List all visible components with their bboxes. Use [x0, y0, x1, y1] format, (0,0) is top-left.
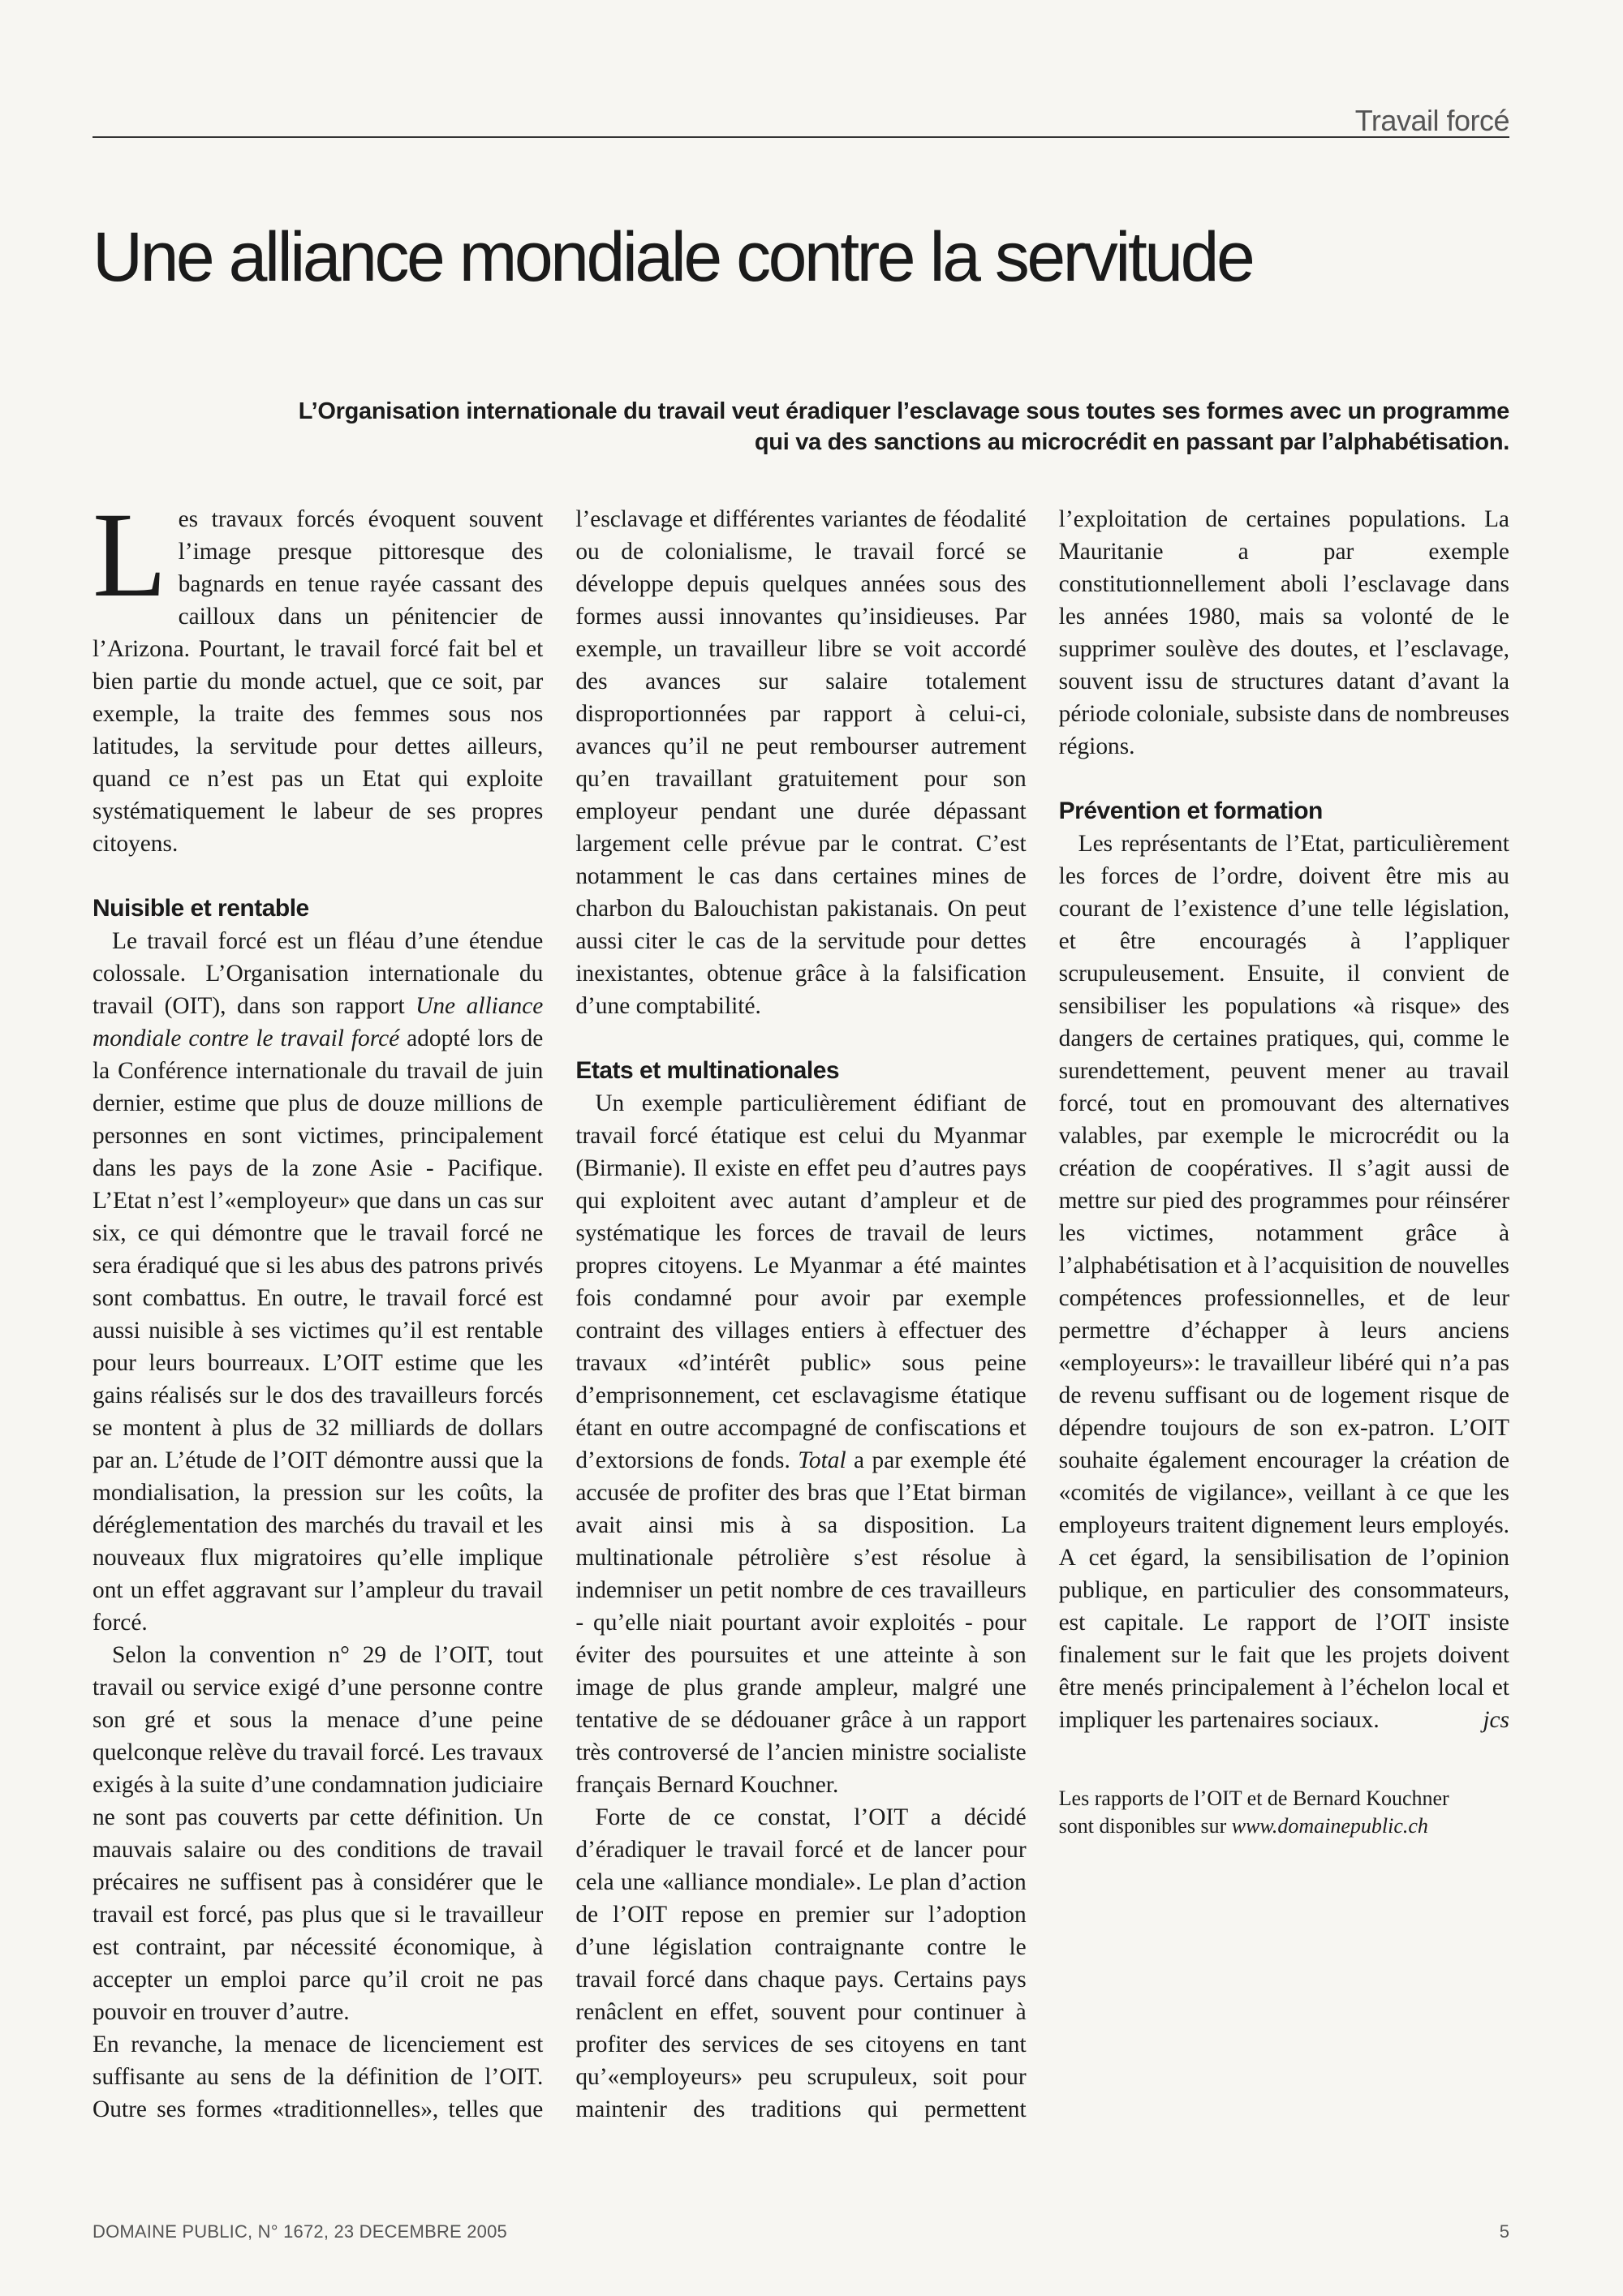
paragraph: Selon la convention n° 29 de l’OIT, tout travail ou service exigé d’une personne contre son gré et sous la menace d’une peine quelconque relève du travail forcé. Les travaux exigés à la suite d’une condamnation judiciaire ne sont pas couverts par cette définition. Un mauvais salaire ou des conditions de travail précaires ne suffisent pas à considérer que le travail est forcé, pas plus que si le travailleur est contraint, par nécessité économique, à accepter un emploi parce qu’il croit ne pas pouvoir en trouver d’autre.	[93, 1642, 544, 2025]
article-body	[93, 488, 1509, 2142]
page-number: 5	[1499, 2221, 1509, 2242]
article-lede: L’Organisation internationale du travail veut éradiquer l’esclavage sous toutes ses formes avec un programme qui va des sanctions au microcrédit en passant par l’alphabétisation.	[298, 398, 1509, 455]
intro-paragraph	[93, 488, 544, 860]
note-text	[1059, 1785, 1509, 1840]
paragraph-text: Un exemple particulièrement édifiant de travail forcé étatique est celui du Myanmar (Birmanie). Il existe en effet peu d’autres pays qui exploitent avec autant d’ampleur et de systématique les forces de travail de leurs propres citoyens. Le Myanmar a été maintes fois condamné pour avoir par exemple contraint des villages entiers à effectuer des travaux «d’intérêt public» sous peine d’emprisonnement, cet esclavagisme étatique étant en outre accompagné de confiscations et d’extorsions de fonds.	[575, 1090, 1027, 1473]
paragraph	[1059, 828, 1509, 1736]
paragraph: En revanche, la menace de licenciement est suffisante au sens de la définition de l’OIT. Outre ses formes «traditionnelles», telles que l’esclavage et différentes variantes de féodalité ou de colonialisme, le travail forcé se développe depuis quelques années sous des formes aussi innovantes qu’insidieuses. Par exemple, un travailleur libre se voit accordé des avances sur salaire totalement disproportionnées par rapport à celui-ci, avances qu’il ne peut rembourser autrement qu’en travaillant gratuitement pour son employeur pendant une durée dépassant largement celle prévue par le contrat. C’est notamment le cas dans certaines mines de charbon du Balouchistan pakistanais. On peut aussi citer le cas de la servitude pour dettes inexistantes, obtenue grâce à la falsification d’une comptabilité.	[93, 506, 1027, 2122]
paragraph	[93, 925, 543, 1639]
intro-text: es travaux forcés évoquent souvent l’image presque pittoresque des bagnards en tenue rayée cassant des cailloux dans un pénitencier de l’Arizona. Pourtant, le travail forcé fait bel et bien partie du monde actuel, que ce soit, par exemple, la traite des femmes sous nos latitudes, la servitude pour dettes ailleurs, quand ce n’est pas un Etat qui exploite systématiquement le labeur de ses propres citoyens.	[93, 506, 544, 857]
paragraph-text: adopté lors de la Conférence internationale du travail de juin dernier, estime que plus de douze millions de personnes en sont victimes, principalement dans les pays de la zone Asie - Pacifique. L’Etat n’est l’«employeur» que dans un cas sur six, ce qui démontre que le travail forcé ne sera éradiqué que si les abus des patrons privés sont combattus. En outre, le travail forcé est aussi nuisible à ses victimes qu’il est rentable pour leurs bourreaux. L’OIT estime que les gains réalisés sur le dos des travailleurs forcés se montent à plus de 32 milliards de dollars par an. L’étude de l’OIT démontre aussi que la mondialisation, la pression sur les coûts, la déréglementation des marchés du travail et les nouveaux flux migratoires qu’elle implique ont un effet aggravant sur l’ampleur du travail forcé.	[93, 1025, 544, 1636]
footer-publication: DOMAINE PUBLIC, N° 1672, 23 DECEMBRE 2005	[93, 2221, 507, 2242]
section-heading-prevention: Prévention et formation	[1058, 798, 1323, 824]
header-rule	[93, 136, 1509, 138]
section-label: Travail forcé	[1354, 104, 1509, 137]
note-line: sont disponibles sur	[1058, 1814, 1232, 1838]
article-title: Une alliance mondiale contre la servitude	[93, 218, 1253, 296]
paragraph	[575, 1087, 1026, 1801]
website-link[interactable]: www.domainepublic.ch	[1231, 1814, 1428, 1838]
paragraph-text: Le travail forcé est un fléau d’une étendue colossale. L’Organisation internationale du travail (OIT), dans son rapport	[93, 928, 544, 1019]
paragraph: Forte de ce constat, l’OIT a décidé d’éradiquer le travail forcé et de lancer pour cela une «alliance mondiale». Le plan d’action de l’OIT repose en premier sur l’adoption d’une législation contraignante contre le travail forcé dans chaque pays. Certains pays renâclent en effet, souvent pour continuer à profiter des services de ses citoyens en tant qu’«employeurs» peu scrupuleux, soit pour maintenir des traditions qui permettent l’exploitation de certaines populations. La Mauritanie a par exemple constitutionnellement aboli l’esclavage dans les années 1980, mais sa volonté de le supprimer soulève des doutes, et l’esclavage, souvent issu de structures datant d’avant la période coloniale, subsiste dans de nombreuses régions.	[575, 506, 1509, 2122]
paragraph-text: a par exemple été accusée de profiter des bras que l’Etat birman avait ainsi mis à sa disposition. La multinationale pétrolière s’est résolue à indemniser un petit nombre de ces travailleurs - qu’elle niait pourtant avoir exploités - pour éviter des poursuites et une atteinte à son image de plus grande ampleur, malgré une tentative de se dédouaner grâce à un rapport très controversé de l’ancien ministre socialiste français Bernard Kouchner.	[575, 1447, 1027, 1798]
company-name: Total	[798, 1447, 846, 1473]
author-signature: jcs	[1483, 1707, 1509, 1733]
section-heading-nuisible: Nuisible et rentable	[93, 895, 309, 922]
sidebar-note	[1059, 1785, 1509, 1840]
note-line: Les rapports de l’OIT et de Bernard Kouchner	[1058, 1786, 1449, 1810]
drop-cap: L	[93, 488, 167, 622]
section-heading-etats: Etats et multinationales	[575, 1057, 840, 1084]
report-title: Une alliance mondiale contre le travail forcé	[93, 993, 544, 1051]
paragraph-text: Les représentants de l’Etat, particulièrement les forces de l’ordre, doivent être mis au courant de l’existence d’une telle législation, et être encouragés à l’appliquer scrupuleusement. Ensuite, il convient de sensibiliser les populations «à risque» des dangers de certaines pratiques, qui, comme le surendettement, peuvent mener au travail forcé, tout en promouvant des alternatives valables, par exemple le microcrédit ou la création de coopératives. Il s’agit aussi de mettre sur pied des programmes pour réinsérer les victimes, notamment grâce à l’alphabétisation et à l’acquisition de nouvelles compétences professionnelles, et de leur permettre d’échapper à leurs anciens «employeurs»: le travailleur libéré qui n’a pas de revenu suffisant ou de logement risque de dépendre toujours de son ex-patron. L’OIT souhaite également encourager la création de «comités de vigilance», veillant à ce que les employeurs traitent dignement leurs employés. A cet égard, la sensibilisation de l’opinion publique, en particulier des consommateurs, est capitale. Le rapport de l’OIT insiste finalement sur le fait que les projets doivent être menés principalement à l’échelon local et impliquer les partenaires sociaux.	[1058, 831, 1509, 1733]
